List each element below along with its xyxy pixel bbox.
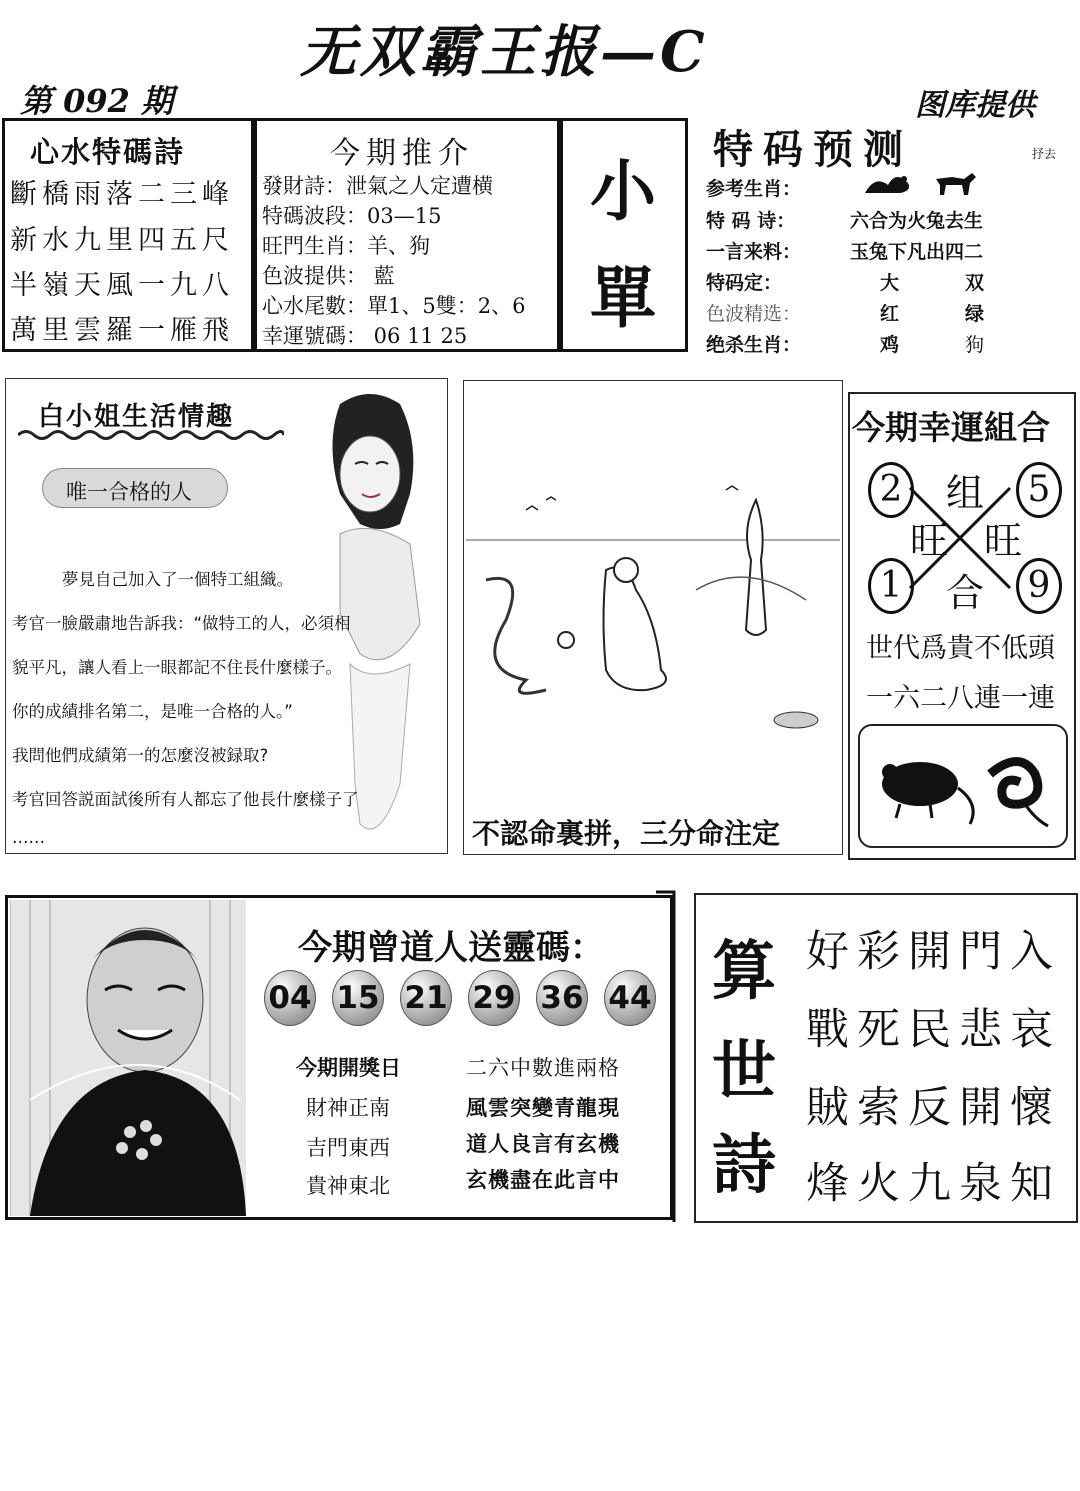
recommend-line: 心水尾數：單1、5雙：2、6 (262, 294, 526, 318)
prediction-label: 色波精选： (706, 303, 802, 325)
prediction-label: 绝杀生肖： (706, 334, 802, 356)
taoist-title: 今期曾道人送靈碼： (298, 928, 604, 968)
taoist-left-line: 貴神東北 (306, 1174, 390, 1198)
world-poem-line: 好彩開門入 (806, 927, 1061, 977)
lucky-number: 1 (868, 558, 914, 614)
life-line: 貌平凡，讓人看上一眼都記不住長什麼樣子。 (12, 658, 342, 677)
rat-snake-icon (870, 744, 1060, 834)
prediction-value: 绿 (965, 303, 985, 325)
prediction-value: 玉兔下凡出四二 (850, 241, 984, 263)
recommend-line: 旺門生肖：羊、狗 (262, 234, 430, 258)
poem-line: 新水九里四五尺 (10, 225, 234, 256)
poem-title: 心水特碼詩 (30, 135, 186, 169)
life-line: 我問他們成績第一的怎麼沒被録取? (12, 746, 269, 765)
life-line: 考官一臉嚴肅地告訴我：“做特工的人，必須相 (12, 614, 351, 633)
prediction-value: 六合为火兔去生 (850, 210, 984, 232)
recommend-line: 特碼波段：03—15 (262, 204, 442, 228)
lucky-line: 一六二八連一連 (866, 683, 1055, 714)
lucky-number: 9 (1016, 558, 1062, 614)
world-poem-line: 賊索反開懷 (806, 1083, 1061, 1133)
prediction-label: 特码定： (706, 272, 783, 294)
poem-line: 半嶺天風一九八 (10, 270, 234, 301)
dog-icon (936, 173, 976, 195)
code-ball: 04 (264, 970, 316, 1026)
life-line: …… (12, 828, 45, 847)
taoist-right-line: 玄機盡在此言中 (466, 1168, 620, 1192)
recommend-line: 幸運號碼： 06 11 25 (262, 324, 468, 348)
lucky-char: 旺 (910, 519, 949, 563)
small-char: 小 (590, 153, 656, 230)
poem-line: 斷橋雨落二三峰 (10, 179, 234, 210)
lucky-number: 5 (1016, 462, 1062, 518)
life-line: 考官回答説面試後所有人都忘了他長什麼樣子了 (12, 790, 359, 809)
prediction-label: 一言来料： (706, 241, 802, 263)
taoist-right-line: 風雲突變青龍現 (466, 1096, 620, 1120)
code-ball: 36 (536, 970, 588, 1026)
world-poem-line: 烽火九泉知 (806, 1159, 1061, 1209)
code-ball: 29 (468, 970, 520, 1026)
taoist-photo (10, 900, 246, 1216)
poem-line: 萬里雲羅一雁飛 (10, 315, 234, 346)
recommend-line: 發財詩：泄氣之人定遭横 (262, 174, 493, 198)
lucky-char: 合 (946, 571, 985, 615)
lottery-day-label: 今期開獎日 (296, 1056, 401, 1080)
code-ball: 44 (604, 970, 656, 1026)
wave-divider (18, 428, 284, 442)
taoist-left-line: 財神正南 (306, 1096, 390, 1120)
life-title: 白小姐生活情趣 (38, 402, 235, 432)
lucky-char: 旺 (984, 519, 1023, 563)
prediction-label: 特 码 诗： (706, 210, 796, 232)
code-ball: 21 (400, 970, 452, 1026)
prediction-title: 特码预测 (713, 126, 913, 173)
prediction-value: 双 (965, 272, 985, 294)
code-ball: 15 (332, 970, 384, 1026)
rat-icon (882, 762, 973, 824)
zodiac-animals-icon (860, 165, 980, 201)
prediction-subtitle: 抒去 (1032, 147, 1057, 161)
life-pill-text: 唯一合格的人 (66, 480, 192, 504)
issue-number: 第 092 期 (20, 82, 174, 120)
lucky-char: 组 (946, 471, 985, 515)
taoist-right-line: 道人良言有玄機 (466, 1132, 620, 1156)
life-line: 夢見自己加入了一個特工組織。 (62, 570, 293, 589)
prediction-label: 参考生肖： (706, 178, 802, 200)
dragon-icon (865, 176, 909, 193)
provider-label: 图库提供 (915, 88, 1035, 123)
lucky-number: 2 (868, 462, 914, 518)
taoist-right-line: 二六中數進兩格 (466, 1056, 620, 1080)
world-title-char: 詩 (712, 1128, 776, 1203)
scholar-scene-illustration (466, 470, 840, 790)
prediction-value: 鸡 (880, 334, 900, 356)
snake-icon (990, 762, 1048, 827)
world-title-char: 算 (712, 934, 776, 1009)
page-title: 无双霸王报—C (300, 19, 709, 85)
world-title-char: 世 (712, 1034, 776, 1109)
scene-caption: 不認命裏拼，三分命注定 (472, 817, 781, 850)
prediction-value: 红 (880, 303, 900, 325)
recommend-title: 今期推介 (330, 136, 474, 171)
recommend-line: 色波提供： 藍 (262, 264, 395, 288)
panel-shadow-edge (652, 888, 678, 1224)
lucky-line: 世代爲貴不低頭 (866, 633, 1055, 664)
prediction-value: 狗 (965, 334, 985, 356)
taoist-left-line: 吉門東西 (306, 1136, 390, 1160)
prediction-value: 大 (880, 272, 900, 294)
life-line: 你的成績排名第二，是唯一合格的人。” (12, 702, 293, 721)
lucky-title: 今期幸運組合 (852, 408, 1050, 447)
world-poem-line: 戰死民悲哀 (806, 1005, 1061, 1055)
single-char: 單 (590, 260, 656, 337)
